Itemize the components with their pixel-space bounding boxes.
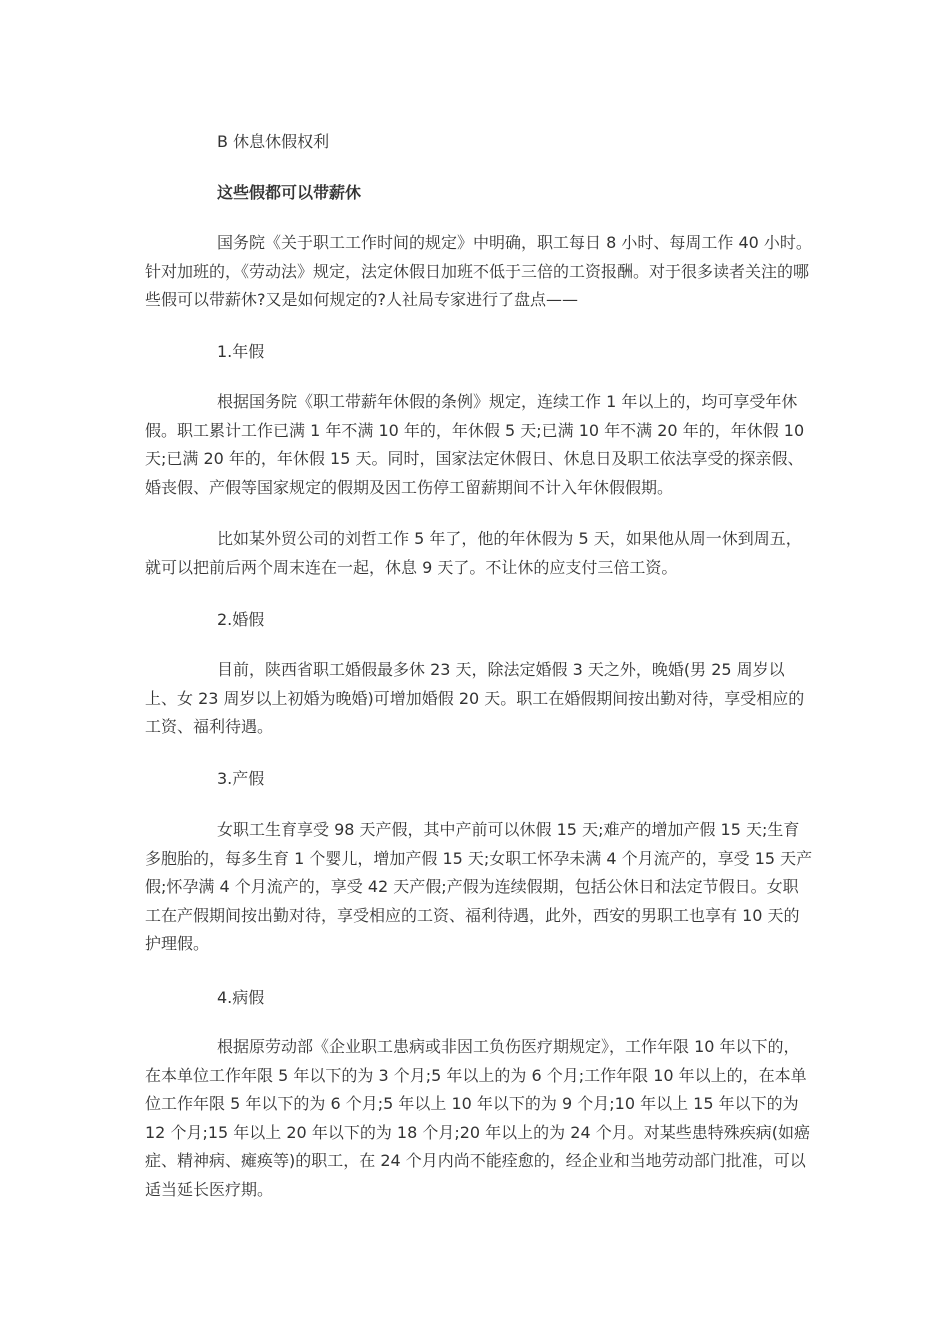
maternity-leave-heading: 3.产假 [217, 769, 265, 788]
annual-leave-paragraph: 根据国务院《职工带薪年休假的条例》规定，连续工作 1 年以上的，均可享受年休假。职工累计工作已满 1 年不满 10 年的，年休假 5 天;已满 10 年不满 20 年的，年休假 10 天;已满 20 年的，年休假 15 天。同时，国家法定休假日、休息日及职工依法享受的探亲假、婚丧假、产假等国家规定的假期及因工伤停工留薪期间不计入年休假假期。 [145, 392, 805, 497]
annual-leave-heading: 1.年假 [217, 342, 265, 361]
subtitle: 这些假都可以带薪休 [217, 183, 362, 202]
annual-leave-example: 比如某外贸公司的刘哲工作 5 年了，他的年休假为 5 天，如果他从周一休到周五，就可以把前后两个周末连在一起，休息 9 天了。不让休的应支付三倍工资。 [145, 529, 802, 577]
marriage-leave-heading: 2.婚假 [217, 610, 265, 629]
intro-paragraph: 国务院《关于职工工作时间的规定》中明确，职工每日 8 小时、每周工作 40 小时。针对加班的，《劳动法》规定，法定休假日加班不低于三倍的工资报酬。对于很多读者关注的哪些假可以带薪休?又是如何规定的?人社局专家进行了盘点—— [145, 233, 812, 310]
sick-leave-paragraph: 根据原劳动部《企业职工患病或非因工负伤医疗期规定》，工作年限 10 年以下的，在本单位工作年限 5 年以下的为 3 个月;5 年以上的为 6 个月;工作年限 10 年以上的，在本单位工作年限 5 年以下的为 6 个月;5 年以上 10 年以下的为 9 个月;10 年以上 15 年以下的为 12 个月;15 年以上 20 年以下的为 18 个月;20 年以上的为 24 个月。对某些患特殊疾病(如癌症、精神病、瘫痪等)的职工，在 24 个月内尚不能痊愈的，经企业和当地劳动部门批准，可以适当延长医疗期。 [145, 1037, 810, 1199]
maternity-leave-paragraph: 女职工生育享受 98 天产假，其中产前可以休假 15 天;难产的增加产假 15 天;生育多胞胎的，每多生育 1 个婴儿，增加产假 15 天;女职工怀孕未满 4 个月流产的，享受 15 天产假;怀孕满 4 个月流产的，享受 42 天产假;产假为连续假期，包括公休日和法定节假日。女职工在产假期间按出勤对待，享受相应的工资、福利待遇，此外，西安的男职工也享有 10 天的护理假。 [145, 820, 813, 954]
section-title: B 休息休假权利 [217, 132, 330, 151]
marriage-leave-paragraph: 目前，陕西省职工婚假最多休 23 天，除法定婚假 3 天之外，晚婚(男 25 周岁以上、女 23 周岁以上初婚为晚婚)可增加婚假 20 天。职工在婚假期间按出勤对待，享受相应的工资、福利待遇。 [145, 660, 805, 737]
sick-leave-heading: 4.病假 [217, 988, 265, 1007]
